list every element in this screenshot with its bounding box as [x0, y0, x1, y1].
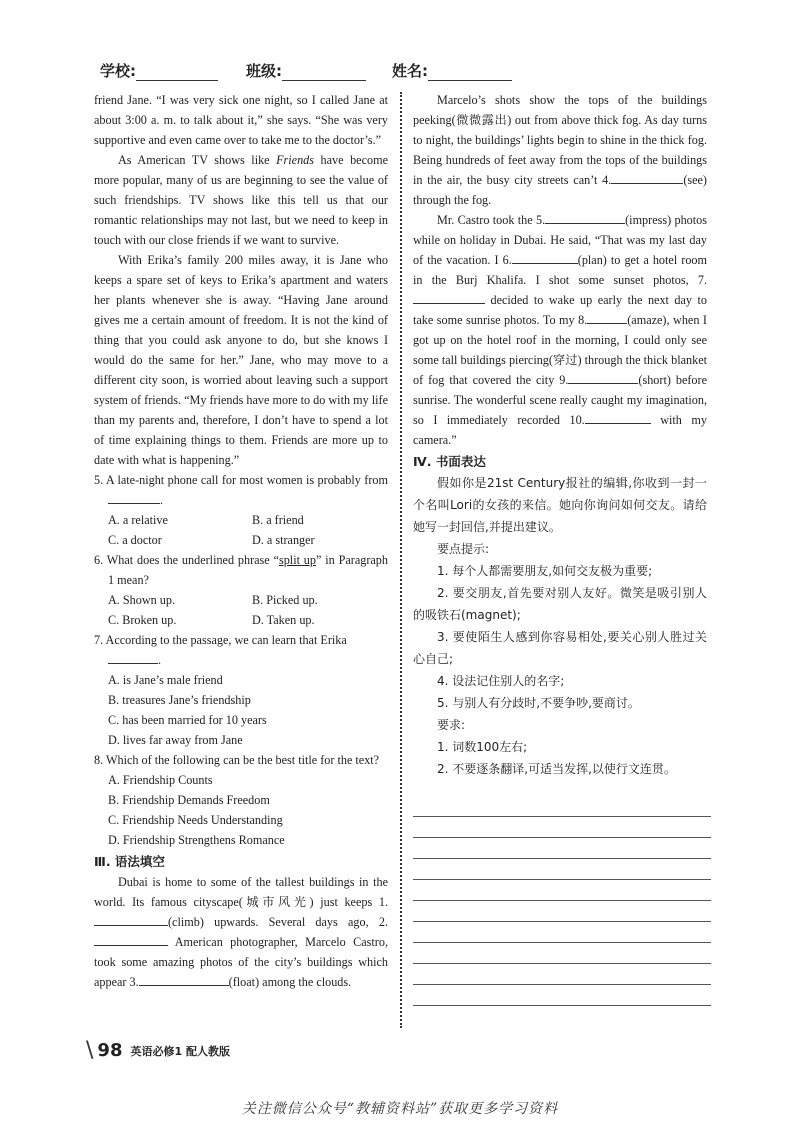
column-divider [400, 92, 402, 1028]
option[interactable]: D. lives far away from Jane [108, 733, 243, 747]
writing-line[interactable] [413, 838, 711, 859]
grammar-paragraph: Mr. Castro took the 5. (impress) photos while on holiday in Dubai. He said, “That was my last day of the vacation. I 6. (plan) to get a hotel room in the Burj Khalifa. I shot some sunset photos, 7. decided to wake up early the next day to take some sunrise photos. To my 8. (amaze), when I got up on the hotel roof in the morning, I could only see some tall buildings piercing(穿过) through the thick blanket of fog that covered the city 9. (short) before sunrise. The wonderful scene really caught my imagination, so I immediately recorded 10. with my camera.” [413, 210, 707, 450]
option[interactable]: C. has been married for 10 years [108, 713, 267, 727]
footer-slash-mark: \ [86, 1038, 94, 1063]
writing-point: 3. 要使陌生人感到你容易相处,要关心别人胜过关心自己; [413, 630, 707, 666]
right-column [413, 90, 707, 1006]
option[interactable]: C. Friendship Needs Understanding [108, 813, 283, 827]
class-field[interactable]: 班级: [246, 60, 366, 81]
writing-line[interactable] [413, 964, 711, 985]
answer-blank[interactable] [587, 310, 627, 324]
answer-blank[interactable] [512, 250, 578, 264]
answer-blank[interactable] [545, 210, 625, 224]
promo-note: 关注微信公众号“教辅资料站”获取更多学习资料 [241, 1101, 559, 1117]
writing-line[interactable] [413, 796, 711, 817]
option[interactable]: C. a doctor [108, 533, 162, 547]
page-number: 98 [97, 1040, 123, 1061]
option[interactable]: B. Friendship Demands Freedom [108, 793, 270, 807]
answer-blank[interactable] [568, 370, 638, 384]
answer-blank[interactable] [139, 972, 229, 986]
reading-paragraph: As American TV shows like Friends have become more popular, many of us are beginning to see the value of such friendships. TV shows like this tell us that our romantic relationships may not last, but we need to keep in touch with our close friends if we want to survive. [94, 153, 388, 247]
question-7-options [94, 670, 388, 750]
question-8-options [94, 770, 388, 850]
question-7: 7. According to the passage, we can learn that Erika . [94, 633, 347, 667]
option[interactable]: B. Picked up. [252, 593, 318, 607]
writing-point: 5. 与别人有分歧时,不要争吵,要商讨。 [437, 696, 640, 710]
writing-point: 1. 每个人都需要朋友,如何交友极为重要; [437, 564, 653, 578]
writing-line[interactable] [413, 985, 711, 1006]
answer-blank[interactable] [108, 650, 158, 664]
option[interactable]: A. Friendship Counts [108, 773, 213, 787]
section-4-title: Ⅳ. 书面表达 [413, 454, 486, 469]
grammar-paragraph: Marcelo’s shots show the tops of the buildings peeking(微微露出) out from above thick fog. As day turns to night, the buildings’ lights begin to shine in the thick fog. Being hundreds of feet away from the tops of the buildings in the air, the busy city streets can’t 4. (see) through the fog. [413, 93, 707, 207]
writing-line[interactable] [413, 901, 711, 922]
writing-line[interactable] [413, 880, 711, 901]
name-field[interactable]: 姓名: [392, 60, 512, 81]
writing-point: 2. 要交朋友,首先要对别人友好。微笑是吸引别人的吸铁石(magnet); [413, 586, 707, 622]
question-5: 5. A late-night phone call for most women is probably from . [94, 473, 388, 507]
question-6-options [94, 590, 388, 630]
writing-line[interactable] [413, 922, 711, 943]
reading-paragraph: With Erika’s family 200 miles away, it is Jane who keeps a spare set of keys to Erika’s apartment and waters her plants whenever she is away. “Having Jane around gives me a certain amount of freedom. It is not the kind of thing that you could ask anyone to do, but she knows I would do the same for her.” Jane, who may move to a different city soon, is worried about leaving such a support system of friends. “My friends have more to do with my life than my parents and, therefore, I don’t have to spend a lot of time explaining things to them. Friends are more up to date with what is happening.” [94, 253, 388, 467]
answer-blank[interactable] [611, 170, 683, 184]
left-column [94, 90, 388, 992]
option[interactable]: D. Friendship Strengthens Romance [108, 833, 285, 847]
answer-blank[interactable] [585, 410, 651, 424]
option[interactable]: B. treasures Jane’s friendship [108, 693, 251, 707]
option[interactable]: C. Broken up. [108, 613, 177, 627]
writing-area[interactable] [413, 796, 707, 1006]
option[interactable]: D. a stranger [252, 533, 315, 547]
option[interactable]: A. is Jane’s male friend [108, 673, 223, 687]
option[interactable]: A. Shown up. [108, 593, 176, 607]
answer-blank[interactable] [94, 932, 168, 946]
writing-requirement: 2. 不要逐条翻译,可适当发挥,以使行文连贯。 [437, 762, 676, 776]
writing-prompt: 假如你是21st Century报社的编辑,你收到一封一个名叫Lori的女孩的来信。她向你询问如何交友。请给她写一封回信,并提出建议。 [413, 476, 707, 534]
writing-line[interactable] [413, 943, 711, 964]
answer-blank[interactable] [413, 290, 485, 304]
question-6: 6. What does the underlined phrase “split up” in Paragraph 1 mean? [94, 553, 388, 587]
writing-line[interactable] [413, 859, 711, 880]
option[interactable]: B. a friend [252, 513, 304, 527]
answer-blank[interactable] [108, 490, 160, 504]
option[interactable]: D. Taken up. [252, 613, 315, 627]
writing-points-label: 要点提示: [437, 542, 490, 556]
question-5-options [94, 510, 388, 550]
answer-blank[interactable] [94, 912, 168, 926]
reading-paragraph: friend Jane. “I was very sick one night, so I called Jane at about 3:00 a. m. to talk about it,” she says. “She was very supportive and even came over to take me to the doctor’s.” [94, 93, 388, 147]
writing-point: 4. 设法记住别人的名字; [437, 674, 565, 688]
writing-line[interactable] [413, 817, 711, 838]
option[interactable]: A. a relative [108, 513, 168, 527]
grammar-paragraph: Dubai is home to some of the tallest buildings in the world. Its famous cityscape(城市风光) just keeps 1.(climb) upwards. Several days ago, 2. American photographer, Marcelo Castro, took some amazing photos of the city’s buildings which appear 3. (float) among the clouds. [94, 875, 388, 989]
writing-requirements-label: 要求: [437, 718, 466, 732]
section-3-title: Ⅲ. 语法填空 [94, 854, 165, 869]
book-title: 英语必修1 配人教版 [130, 1044, 230, 1058]
page-footer [86, 1038, 230, 1063]
school-field[interactable]: 学校: [100, 60, 218, 81]
writing-requirement: 1. 词数100左右; [437, 740, 528, 754]
question-8: 8. Which of the following can be the best title for the text? [94, 753, 380, 767]
